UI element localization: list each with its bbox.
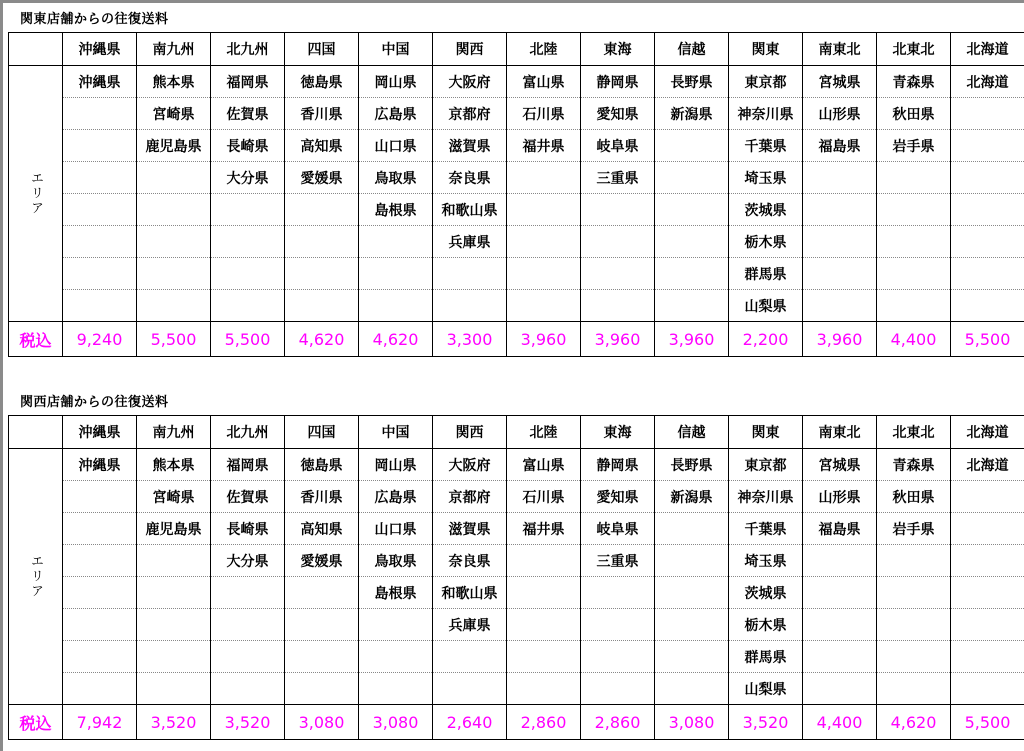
prefecture-cell: 群馬県 [729, 641, 803, 673]
prefecture-cell: 福島県 [803, 513, 877, 545]
prefecture-cell [285, 290, 359, 322]
prefecture-cell [951, 545, 1024, 577]
prefecture-cell [211, 194, 285, 226]
prefecture-cell [285, 609, 359, 641]
prefecture-cell: 山形県 [803, 481, 877, 513]
prefecture-cell: 鳥取県 [359, 545, 433, 577]
prefecture-cell [359, 290, 433, 322]
prefecture-cell [211, 226, 285, 258]
prefecture-cell: 愛知県 [581, 98, 655, 130]
prefecture-cell [877, 641, 951, 673]
prefecture-cell [877, 577, 951, 609]
prefecture-cell: 大阪府 [433, 66, 507, 98]
prefecture-cell: 熊本県 [137, 66, 211, 98]
prefecture-cell: 徳島県 [285, 66, 359, 98]
area-label: エリア [9, 449, 63, 705]
prefecture-cell [211, 290, 285, 322]
prefecture-cell: 茨城県 [729, 577, 803, 609]
prefecture-cell: 千葉県 [729, 513, 803, 545]
prefecture-cell: 千葉県 [729, 130, 803, 162]
prefecture-cell [581, 226, 655, 258]
tax-included-label: 税込 [9, 322, 63, 357]
prefecture-cell: 神奈川県 [729, 98, 803, 130]
prefecture-cell: 沖縄県 [63, 66, 137, 98]
prefecture-cell: 石川県 [507, 98, 581, 130]
region-header-cell: 北東北 [877, 416, 951, 449]
prefecture-cell: 宮崎県 [137, 481, 211, 513]
prefecture-cell: 愛媛県 [285, 162, 359, 194]
prefecture-cell [137, 290, 211, 322]
prefecture-cell [63, 98, 137, 130]
prefecture-cell: 福岡県 [211, 449, 285, 481]
window-top-border [0, 0, 1024, 3]
prefecture-cell [433, 290, 507, 322]
prefecture-cell [285, 641, 359, 673]
prefecture-cell [951, 513, 1024, 545]
prefecture-cell [951, 290, 1024, 322]
prefecture-cell: 静岡県 [581, 66, 655, 98]
prefecture-cell: 埼玉県 [729, 162, 803, 194]
prefecture-cell: 東京都 [729, 449, 803, 481]
prefecture-cell [359, 673, 433, 705]
prefecture-cell: 秋田県 [877, 481, 951, 513]
prefecture-cell [581, 577, 655, 609]
prefecture-cell [137, 641, 211, 673]
prefecture-cell: 栃木県 [729, 226, 803, 258]
prefecture-cell: 新潟県 [655, 98, 729, 130]
prefecture-cell [359, 226, 433, 258]
prefecture-cell [137, 577, 211, 609]
prefecture-cell [507, 290, 581, 322]
prefecture-cell: 岡山県 [359, 449, 433, 481]
prefecture-cell [951, 226, 1024, 258]
price-cell: 2,860 [507, 705, 581, 740]
region-header-cell: 北九州 [211, 33, 285, 66]
prefecture-cell [433, 641, 507, 673]
region-header-cell: 信越 [655, 416, 729, 449]
prefecture-cell [951, 258, 1024, 290]
region-header-row [9, 33, 1024, 66]
price-cell: 2,200 [729, 322, 803, 357]
prefecture-row [9, 98, 1024, 130]
prefecture-cell [137, 162, 211, 194]
prefecture-cell: 山梨県 [729, 673, 803, 705]
prefecture-cell [359, 609, 433, 641]
prefecture-cell [655, 162, 729, 194]
price-cell: 3,960 [581, 322, 655, 357]
prefecture-cell: 三重県 [581, 162, 655, 194]
prefecture-cell [951, 98, 1024, 130]
prefecture-cell [507, 226, 581, 258]
price-cell: 3,520 [137, 705, 211, 740]
prefecture-cell [63, 577, 137, 609]
prefecture-cell: 香川県 [285, 481, 359, 513]
prefecture-cell [63, 162, 137, 194]
prefecture-cell: 大阪府 [433, 449, 507, 481]
prefecture-cell [951, 130, 1024, 162]
prefecture-cell [285, 226, 359, 258]
prefecture-cell: 宮城県 [803, 66, 877, 98]
prefecture-cell [433, 258, 507, 290]
prefecture-cell: 島根県 [359, 194, 433, 226]
kansai-shipping-table-container [8, 415, 1020, 740]
region-header-cell: 北九州 [211, 416, 285, 449]
price-row [9, 705, 1024, 740]
prefecture-cell: 栃木県 [729, 609, 803, 641]
price-cell: 3,960 [803, 322, 877, 357]
prefecture-cell [655, 577, 729, 609]
prefecture-cell [359, 258, 433, 290]
prefecture-row [9, 481, 1024, 513]
price-cell: 4,620 [877, 705, 951, 740]
region-header-cell: 南東北 [803, 416, 877, 449]
prefecture-cell [63, 673, 137, 705]
price-cell: 3,960 [655, 322, 729, 357]
prefecture-cell [581, 290, 655, 322]
prefecture-row [9, 290, 1024, 322]
prefecture-cell: 福井県 [507, 130, 581, 162]
region-header-cell: 四国 [285, 416, 359, 449]
prefecture-cell [285, 577, 359, 609]
price-cell: 9,240 [63, 322, 137, 357]
prefecture-cell [581, 258, 655, 290]
corner-cell [9, 33, 63, 66]
prefecture-cell: 佐賀県 [211, 481, 285, 513]
price-cell: 5,500 [137, 322, 211, 357]
prefecture-cell [803, 290, 877, 322]
prefecture-cell [63, 641, 137, 673]
prefecture-cell: 長野県 [655, 66, 729, 98]
prefecture-cell: 宮崎県 [137, 98, 211, 130]
prefecture-cell [803, 194, 877, 226]
prefecture-cell: 山形県 [803, 98, 877, 130]
prefecture-row [9, 226, 1024, 258]
kansai-table-caption: 関西店舗からの往復送料 [20, 395, 169, 410]
price-cell: 2,640 [433, 705, 507, 740]
prefecture-cell: 青森県 [877, 66, 951, 98]
prefecture-cell [63, 609, 137, 641]
prefecture-cell [581, 641, 655, 673]
prefecture-cell: 和歌山県 [433, 577, 507, 609]
prefecture-cell: 徳島県 [285, 449, 359, 481]
region-header-cell: 関東 [729, 33, 803, 66]
prefecture-cell: 長崎県 [211, 130, 285, 162]
prefecture-row [9, 194, 1024, 226]
prefecture-cell [877, 545, 951, 577]
prefecture-cell [433, 673, 507, 705]
prefecture-cell [507, 641, 581, 673]
region-header-cell: 関西 [433, 416, 507, 449]
prefecture-cell [137, 226, 211, 258]
price-cell: 5,500 [951, 322, 1024, 357]
price-cell: 4,400 [803, 705, 877, 740]
prefecture-cell [877, 162, 951, 194]
prefecture-cell: 滋賀県 [433, 130, 507, 162]
prefecture-cell: 和歌山県 [433, 194, 507, 226]
prefecture-cell [211, 577, 285, 609]
prefecture-cell [285, 258, 359, 290]
prefecture-cell [803, 641, 877, 673]
prefecture-cell [63, 130, 137, 162]
prefecture-cell [951, 609, 1024, 641]
prefecture-cell: 広島県 [359, 481, 433, 513]
prefecture-cell: 三重県 [581, 545, 655, 577]
prefecture-cell [63, 258, 137, 290]
price-cell: 3,960 [507, 322, 581, 357]
prefecture-cell [507, 577, 581, 609]
prefecture-cell [877, 226, 951, 258]
region-header-cell: 中国 [359, 416, 433, 449]
prefecture-cell [951, 162, 1024, 194]
prefecture-cell: 佐賀県 [211, 98, 285, 130]
region-header-cell: 沖縄県 [63, 416, 137, 449]
price-cell: 4,620 [285, 322, 359, 357]
prefecture-cell: 群馬県 [729, 258, 803, 290]
prefecture-cell: 兵庫県 [433, 226, 507, 258]
prefecture-cell: 愛知県 [581, 481, 655, 513]
prefecture-cell: 高知県 [285, 513, 359, 545]
prefecture-cell [655, 130, 729, 162]
region-header-cell: 南九州 [137, 33, 211, 66]
prefecture-cell: 東京都 [729, 66, 803, 98]
prefecture-cell [137, 673, 211, 705]
region-header-cell: 東海 [581, 416, 655, 449]
prefecture-cell: 奈良県 [433, 162, 507, 194]
prefecture-cell [507, 609, 581, 641]
prefecture-cell: 沖縄県 [63, 449, 137, 481]
prefecture-cell [803, 673, 877, 705]
price-row [9, 322, 1024, 357]
region-header-cell: 四国 [285, 33, 359, 66]
prefecture-cell: 岡山県 [359, 66, 433, 98]
price-cell: 4,620 [359, 322, 433, 357]
prefecture-cell: 高知県 [285, 130, 359, 162]
prefecture-cell [211, 258, 285, 290]
prefecture-cell: 静岡県 [581, 449, 655, 481]
prefecture-cell: 神奈川県 [729, 481, 803, 513]
price-cell: 3,300 [433, 322, 507, 357]
prefecture-cell [507, 258, 581, 290]
prefecture-row [9, 130, 1024, 162]
region-header-cell: 関西 [433, 33, 507, 66]
prefecture-cell [803, 258, 877, 290]
prefecture-cell [951, 641, 1024, 673]
prefecture-row [9, 545, 1024, 577]
prefecture-cell [877, 194, 951, 226]
prefecture-cell: 滋賀県 [433, 513, 507, 545]
prefecture-row [9, 162, 1024, 194]
prefecture-cell [655, 226, 729, 258]
prefecture-cell [285, 673, 359, 705]
kanto-shipping-table-container [8, 32, 1020, 357]
prefecture-cell: 愛媛県 [285, 545, 359, 577]
prefecture-cell [655, 641, 729, 673]
kanto-shipping-table [8, 32, 1024, 357]
prefecture-cell [581, 609, 655, 641]
area-label: エリア [9, 66, 63, 322]
prefecture-cell [803, 609, 877, 641]
prefecture-row [9, 673, 1024, 705]
prefecture-cell [581, 194, 655, 226]
prefecture-cell: 長野県 [655, 449, 729, 481]
prefecture-cell: 山口県 [359, 513, 433, 545]
prefecture-cell: 長崎県 [211, 513, 285, 545]
prefecture-cell [951, 577, 1024, 609]
prefecture-cell: 宮城県 [803, 449, 877, 481]
prefecture-cell: 島根県 [359, 577, 433, 609]
prefecture-cell: 茨城県 [729, 194, 803, 226]
region-header-cell: 北陸 [507, 33, 581, 66]
prefecture-cell [137, 609, 211, 641]
region-header-cell: 関東 [729, 416, 803, 449]
prefecture-cell: 青森県 [877, 449, 951, 481]
prefecture-cell: 岩手県 [877, 513, 951, 545]
prefecture-cell: 岐阜県 [581, 130, 655, 162]
prefecture-cell [803, 226, 877, 258]
prefecture-cell: 大分県 [211, 545, 285, 577]
prefecture-row [9, 641, 1024, 673]
prefecture-cell [581, 673, 655, 705]
prefecture-cell [655, 673, 729, 705]
price-cell: 5,500 [951, 705, 1024, 740]
prefecture-cell: 北海道 [951, 449, 1024, 481]
prefecture-cell: 岐阜県 [581, 513, 655, 545]
price-cell: 2,860 [581, 705, 655, 740]
prefecture-cell [655, 513, 729, 545]
prefecture-cell [211, 641, 285, 673]
region-header-cell: 南東北 [803, 33, 877, 66]
prefecture-cell: 富山県 [507, 449, 581, 481]
price-cell: 3,520 [211, 705, 285, 740]
prefecture-cell: 京都府 [433, 481, 507, 513]
region-header-cell: 北東北 [877, 33, 951, 66]
prefecture-cell: 富山県 [507, 66, 581, 98]
prefecture-cell: 岩手県 [877, 130, 951, 162]
price-cell: 3,080 [655, 705, 729, 740]
region-header-cell: 信越 [655, 33, 729, 66]
prefecture-cell [63, 290, 137, 322]
prefecture-cell [655, 609, 729, 641]
prefecture-cell [211, 673, 285, 705]
prefecture-cell [359, 641, 433, 673]
kanto-table-caption: 関東店舗からの往復送料 [20, 12, 169, 27]
prefecture-row [9, 609, 1024, 641]
prefecture-cell [285, 194, 359, 226]
prefecture-cell [507, 194, 581, 226]
prefecture-cell [951, 194, 1024, 226]
prefecture-cell: 福岡県 [211, 66, 285, 98]
prefecture-cell [507, 673, 581, 705]
prefecture-cell [803, 545, 877, 577]
prefecture-row [9, 258, 1024, 290]
prefecture-cell [951, 481, 1024, 513]
prefecture-cell [655, 545, 729, 577]
prefecture-cell [63, 194, 137, 226]
prefecture-cell: 京都府 [433, 98, 507, 130]
prefecture-cell: 熊本県 [137, 449, 211, 481]
prefecture-row [9, 449, 1024, 481]
prefecture-cell: 鹿児島県 [137, 130, 211, 162]
price-cell: 3,080 [285, 705, 359, 740]
price-cell: 3,080 [359, 705, 433, 740]
prefecture-cell [211, 609, 285, 641]
kansai-shipping-table [8, 415, 1024, 740]
prefecture-cell: 大分県 [211, 162, 285, 194]
prefecture-cell [877, 290, 951, 322]
price-cell: 3,520 [729, 705, 803, 740]
prefecture-cell: 兵庫県 [433, 609, 507, 641]
region-header-cell: 北陸 [507, 416, 581, 449]
prefecture-cell [137, 258, 211, 290]
prefecture-cell: 福井県 [507, 513, 581, 545]
prefecture-cell: 広島県 [359, 98, 433, 130]
prefecture-cell [137, 545, 211, 577]
prefecture-cell [63, 513, 137, 545]
window-left-border [0, 0, 3, 751]
region-header-cell: 東海 [581, 33, 655, 66]
prefecture-cell [507, 545, 581, 577]
prefecture-cell: 鳥取県 [359, 162, 433, 194]
region-header-cell: 北海道 [951, 33, 1024, 66]
prefecture-cell: 鹿児島県 [137, 513, 211, 545]
region-header-cell: 中国 [359, 33, 433, 66]
prefecture-cell: 新潟県 [655, 481, 729, 513]
region-header-cell: 南九州 [137, 416, 211, 449]
prefecture-cell [137, 194, 211, 226]
prefecture-cell [877, 609, 951, 641]
prefecture-cell: 埼玉県 [729, 545, 803, 577]
prefecture-cell [507, 162, 581, 194]
prefecture-cell [655, 290, 729, 322]
price-cell: 7,942 [63, 705, 137, 740]
prefecture-cell [63, 545, 137, 577]
prefecture-cell: 山口県 [359, 130, 433, 162]
prefecture-row [9, 513, 1024, 545]
region-header-row [9, 416, 1024, 449]
prefecture-cell [877, 258, 951, 290]
prefecture-row [9, 66, 1024, 98]
prefecture-cell: 石川県 [507, 481, 581, 513]
price-cell: 4,400 [877, 322, 951, 357]
prefecture-cell: 奈良県 [433, 545, 507, 577]
prefecture-row [9, 577, 1024, 609]
prefecture-cell [951, 673, 1024, 705]
prefecture-cell [877, 673, 951, 705]
prefecture-cell: 香川県 [285, 98, 359, 130]
prefecture-cell: 山梨県 [729, 290, 803, 322]
prefecture-cell [63, 226, 137, 258]
prefecture-cell [655, 194, 729, 226]
tax-included-label: 税込 [9, 705, 63, 740]
corner-cell [9, 416, 63, 449]
prefecture-cell [803, 577, 877, 609]
region-header-cell: 沖縄県 [63, 33, 137, 66]
prefecture-cell [655, 258, 729, 290]
price-cell: 5,500 [211, 322, 285, 357]
prefecture-cell [803, 162, 877, 194]
region-header-cell: 北海道 [951, 416, 1024, 449]
prefecture-cell [63, 481, 137, 513]
prefecture-cell: 福島県 [803, 130, 877, 162]
prefecture-cell: 北海道 [951, 66, 1024, 98]
prefecture-cell: 秋田県 [877, 98, 951, 130]
